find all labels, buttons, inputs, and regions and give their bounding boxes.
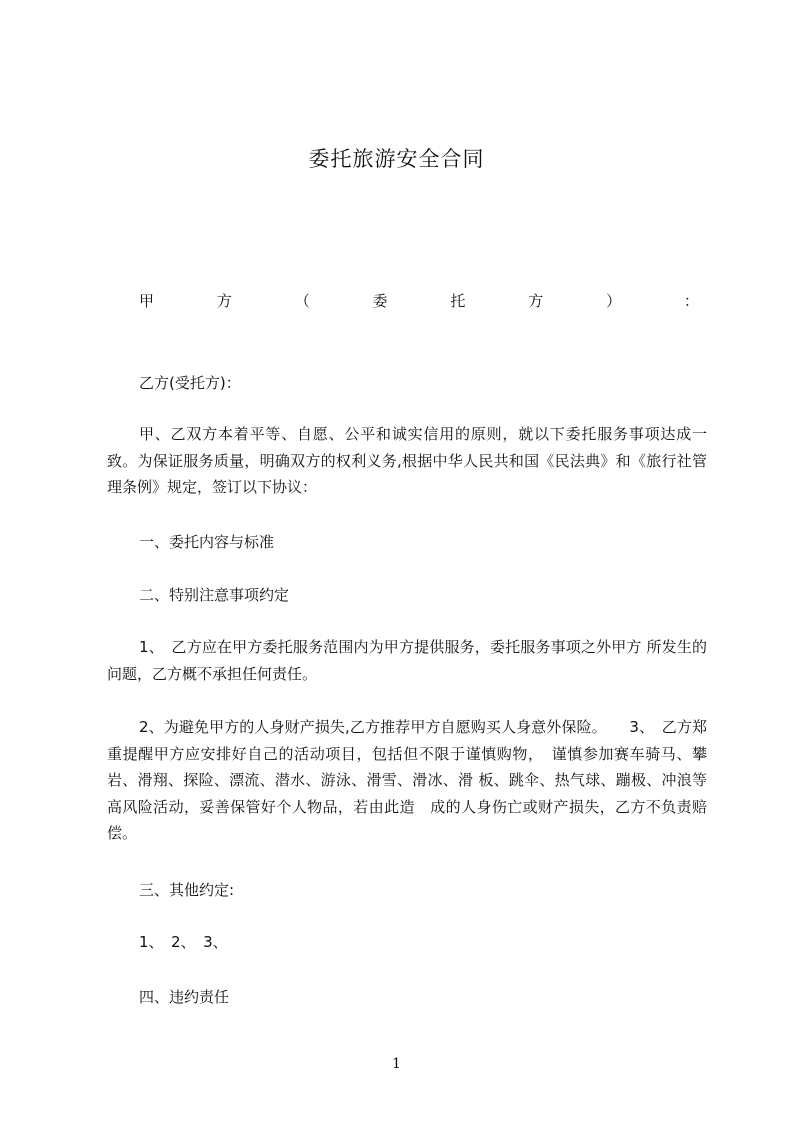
party-a-char: 甲	[139, 292, 155, 310]
clause-2-paragraph: 2、为避免甲方的人身财产损失,乙方推荐甲方自愿购买人身意外保险。 3、 乙方郑重提醒甲方应安排好自己的活动项目，包括但不限于谨慎购物， 谨慎参加赛车骑马、攀岩、滑翔、探险、漂流、潜水、游泳、滑雪、滑冰、滑 板、跳伞、热气球、蹦极、冲浪等高风险活动，妥善保管好个人物品，若由此造 成的人身伤亡或财产损失，乙方不负责赔偿。	[107, 718, 707, 842]
party-a-char: 方	[528, 292, 544, 310]
document-title: 委托旅游安全合同	[308, 147, 485, 171]
party-a-char: ：	[683, 292, 699, 310]
party-b-line: 乙方(受托方)：	[139, 374, 241, 392]
section-heading-2: 二、特别注意事项约定	[139, 586, 290, 604]
section-heading-3: 三、其他约定:	[139, 881, 235, 899]
party-a-char: 托	[450, 292, 466, 310]
party-a-line	[139, 290, 699, 311]
clause-1-paragraph: 1、 乙方应在甲方委托服务范围内为甲方提供服务，委托服务事项之外甲方 所发生的问题，乙方概不承担任何责任。	[107, 638, 707, 683]
intro-paragraph: 甲、乙双方本着平等、自愿、公平和诚实信用的原则，就以下委托服务事项达成一致。为保证服务质量，明确双方的权利义务,根据中华人民共和国《民法典》和《旅行社管理条例》规定，签订以下协议：	[107, 425, 707, 496]
party-a-char: （	[294, 292, 310, 310]
party-a-char: 方	[216, 292, 232, 310]
page-number: 1	[392, 1056, 401, 1072]
section-heading-4: 四、违约责任	[139, 988, 230, 1006]
section-3-items: 1、 2、 3、	[139, 933, 228, 951]
section-heading-1: 一、委托内容与标准	[139, 533, 275, 551]
party-a-char: 委	[372, 292, 388, 310]
party-a-char: ）	[606, 292, 622, 310]
